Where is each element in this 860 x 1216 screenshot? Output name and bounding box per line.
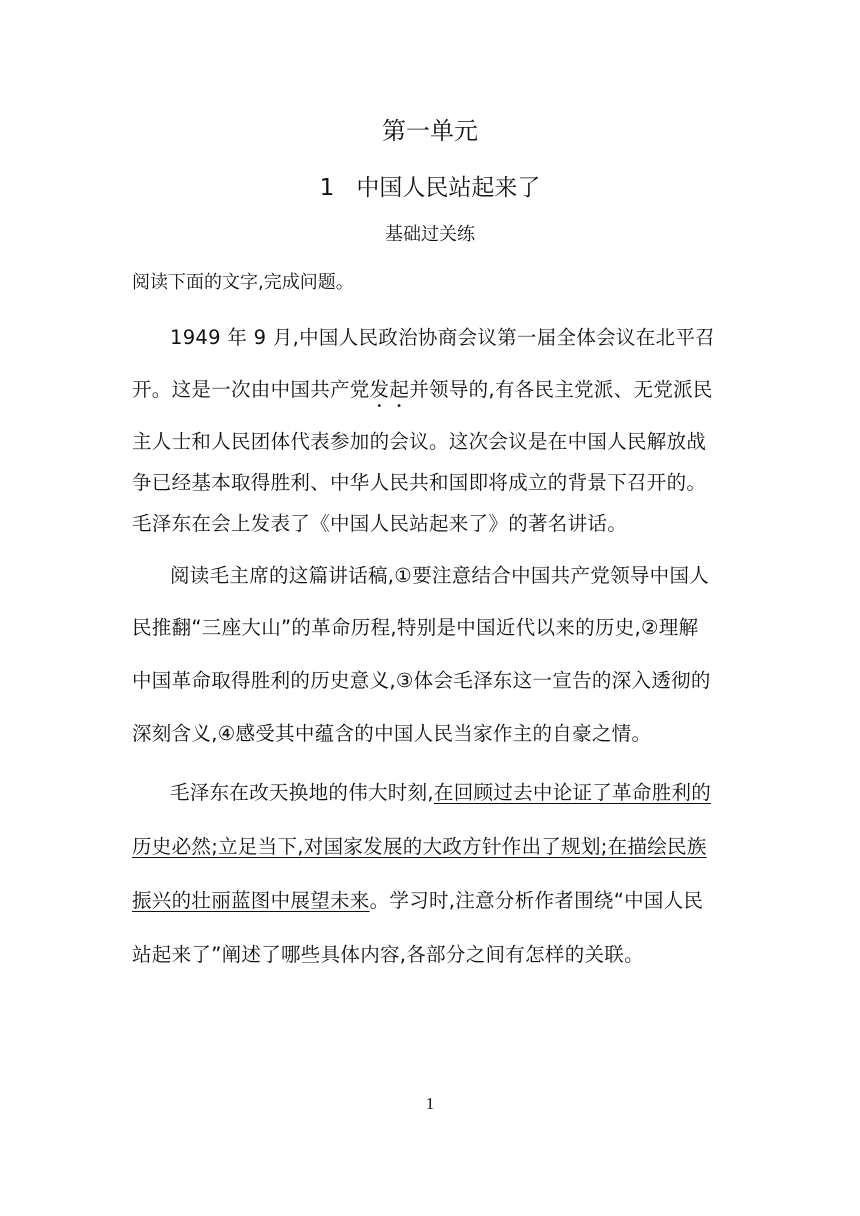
emphasized-word: 发起 bbox=[369, 378, 410, 401]
underlined-phrase-3: 在描绘民族 bbox=[607, 835, 707, 858]
paragraph-2-line-2: 民推翻“三座大山”的革命历程,特别是中国近代以来的历史,②理解 bbox=[132, 616, 699, 639]
paragraph-1-line-1: 1949 年 9 月,中国人民政治协商会议第一届全体会议在北平召 bbox=[170, 326, 715, 349]
section-title: 基础过关练 bbox=[385, 224, 475, 245]
underlined-phrase-1-end: 历史必然;立足当下, bbox=[132, 835, 304, 858]
paragraph-3-line-3-part-b: 。学习时,注意分析作者围绕“中国人民 bbox=[369, 889, 704, 912]
paragraph-3-line-3 bbox=[132, 886, 703, 916]
underlined-phrase-2: 对国家发展的大政方针作出了规划; bbox=[303, 835, 608, 858]
paragraph-1-line-2-part-a: 开。这是一次由中国共产党 bbox=[132, 378, 370, 401]
paragraph-3-line-2 bbox=[132, 832, 707, 862]
paragraph-1-line-2 bbox=[132, 375, 713, 412]
paragraph-2-line-3: 中国革命取得胜利的历史意义,③体会毛泽东这一宣告的深入透彻的 bbox=[132, 669, 711, 692]
paragraph-3-line-1 bbox=[170, 778, 711, 808]
unit-title: 第一单元 bbox=[382, 117, 478, 145]
underlined-phrase-1: 在回顾过去中论证了革命胜利的 bbox=[433, 781, 712, 804]
paragraph-3-line-4: 站起来了”阐述了哪些具体内容,各部分之间有怎样的关联。 bbox=[132, 943, 644, 966]
paragraph-1-line-4: 争已经基本取得胜利、中华人民共和国即将成立的背景下召开的。 bbox=[132, 471, 707, 494]
paragraph-1-line-2-part-c: 并领导的,有各民主党派、无党派民 bbox=[409, 378, 713, 401]
paragraph-1-line-3: 主人士和人民团体代表参加的会议。这次会议是在中国人民解放战 bbox=[132, 430, 707, 453]
paragraph-1-line-5: 毛泽东在会上发表了《中国人民站起来了》的著名讲话。 bbox=[132, 512, 628, 535]
page-number: 1 bbox=[425, 1094, 435, 1113]
paragraph-3-line-1-part-a: 毛泽东在改天换地的伟大时刻, bbox=[170, 781, 434, 804]
paragraph-2-line-4: 深刻含义,④感受其中蕴含的中国人民当家作主的自豪之情。 bbox=[132, 722, 652, 745]
paragraph-2-line-1: 阅读毛主席的这篇讲话稿,①要注意结合中国共产党领导中国人 bbox=[170, 564, 710, 587]
lesson-title bbox=[0, 170, 860, 206]
lesson-title-text: 中国人民站起来了 bbox=[356, 175, 541, 201]
lesson-number: 1 bbox=[319, 175, 335, 201]
reading-instruction: 阅读下面的文字,完成问题。 bbox=[132, 272, 354, 293]
underlined-phrase-3-end: 振兴的壮丽蓝图中展望未来 bbox=[132, 889, 370, 912]
